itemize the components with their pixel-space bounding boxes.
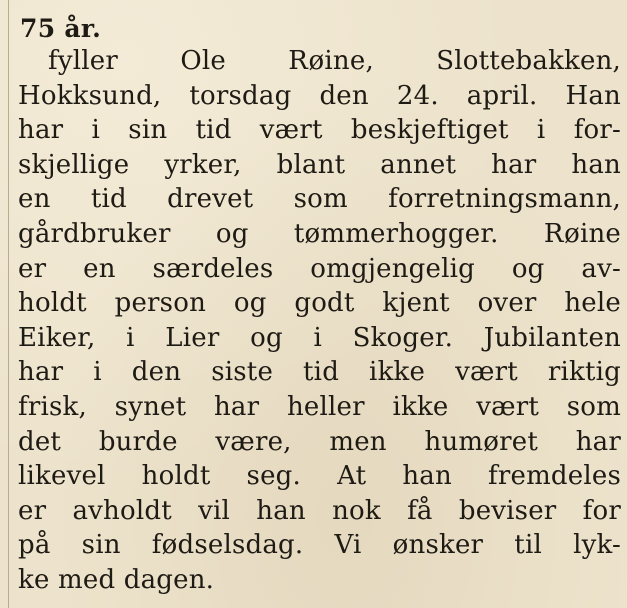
body-line: har i den siste tid ikke vært riktig [18,357,621,388]
body-line: gårdbruker og tømmerhogger. Røine [18,218,621,249]
body-line: på sin fødselsdag. Vi ønsker til lyk- [18,530,621,561]
body-line: er avholdt vil han nok få beviser for [18,495,621,526]
body-line: skjellige yrker, blant annet har han [18,149,621,180]
body-line: frisk, synet har heller ikke vært som [18,391,621,422]
body-line: ke med dagen. [18,564,215,595]
body-line: det burde være, men humøret har [18,426,621,457]
body-line: fyller Ole Røine, Slottebakken, [48,46,621,76]
body-line: holdt person og godt kjent over hele [18,288,621,319]
article-body [18,44,621,598]
body-line: er en særdeles omgjengelig og av- [18,253,621,284]
column-rule [8,0,9,608]
article-heading: 75 år. [20,14,102,43]
body-line: har i sin tid vært beskjeftiget i for- [18,115,621,146]
body-line: likevel holdt seg. At han fremdeles [18,461,621,492]
body-line: Hokksund, torsdag den 24. april. Han [18,80,621,111]
body-line: Eiker, i Lier og i Skoger. Jubilanten [18,322,621,353]
body-line: en tid drevet som forretningsmann, [18,184,621,215]
